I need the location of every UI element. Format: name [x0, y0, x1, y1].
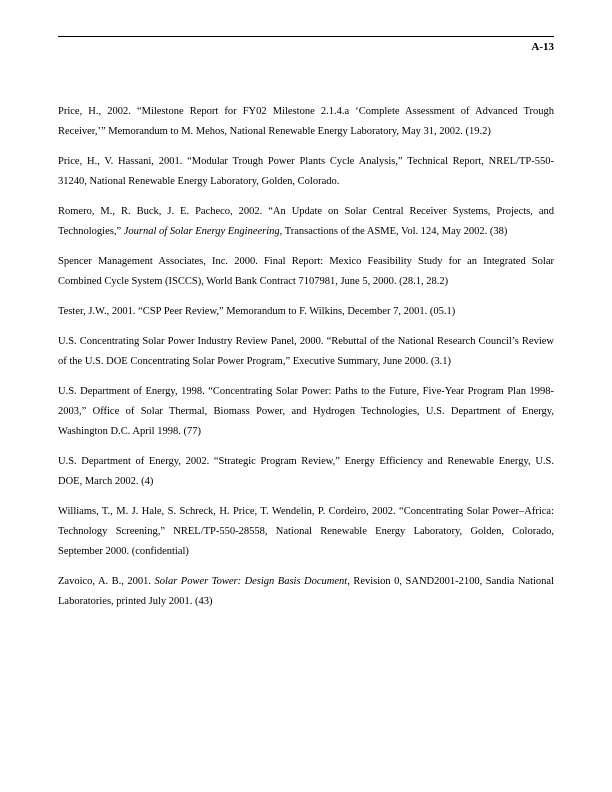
reference-list: [58, 102, 554, 622]
reference-text: Tester, J.W., 2001. “CSP Peer Review,” Memorandum to F. Wilkins, December 7, 2001. (05.1): [58, 306, 456, 317]
reference-tester-2001: [58, 302, 554, 322]
reference-text: Price, H., 2002. “Milestone Report for FY02 Milestone 2.1.4.a ‘Complete Assessment of Advanced Trough Receiver,’” Memorandum to M. Mehos, National Renewable Energy Laboratory, May 31, 2002. (19.2): [58, 106, 554, 137]
reference-price-hassani-2001: [58, 152, 554, 192]
reference-text: Romero, M., R. Buck, J. E. Pacheco, 2002. “An Update on Solar Central Receiver Systems, Projects, and Technologies,”: [58, 206, 554, 237]
reference-text-continued: , Revision 0, SAND2001-2100, Sandia National Laboratories, printed July 2001. (43): [58, 576, 554, 607]
reference-doe-2002: [58, 452, 554, 492]
reference-title-italic: Solar Power Tower: Design Basis Document: [154, 576, 348, 587]
reference-text: Zavoico, A. B., 2001.: [58, 576, 155, 587]
reference-text-continued: , Transactions of the ASME, Vol. 124, May 2002. (38): [279, 226, 508, 237]
page-number: A-13: [531, 41, 554, 53]
reference-text: Spencer Management Associates, Inc. 2000. Final Report: Mexico Feasibility Study for an Integrated Solar Combined Cycle System (ISCCS), World Bank Contract 7107981, June 5, 2000. (28.1, 28.2): [58, 256, 554, 287]
reference-doe-1998: [58, 382, 554, 442]
reference-text: U.S. Concentrating Solar Power Industry Review Panel, 2000. “Rebuttal of the National Research Council’s Review of the U.S. DOE Concentrating Solar Power Program,” Executive Summary, June 2000. (3.1): [58, 336, 554, 367]
reference-text: Williams, T., M. J. Hale, S. Schreck, H. Price, T. Wendelin, P. Cordeiro, 2002. “Concentrating Solar Power–Africa: Technology Screening,” NREL/TP-550-28558, National Renewable Energy Laboratory, Golden, Colorado, September 2000. (confidential): [58, 506, 554, 557]
reference-williams-2002: [58, 502, 554, 562]
reference-title-italic: Journal of Solar Energy Engineering: [123, 226, 280, 237]
reference-romero-2002: [58, 202, 554, 242]
reference-price-2002: [58, 102, 554, 142]
reference-text: U.S. Department of Energy, 1998. “Concentrating Solar Power: Paths to the Future, Five-Year Program Plan 1998-2003,” Office of Solar Thermal, Biomass Power, and Hydrogen Technologies, U.S. Department of Energy, Washington D.C. April 1998. (77): [58, 386, 554, 437]
reference-spencer-2000: [58, 252, 554, 292]
reference-zavoico-2001: [58, 572, 554, 612]
reference-text: U.S. Department of Energy, 2002. “Strategic Program Review,” Energy Efficiency and Renewable Energy, U.S. DOE, March 2002. (4): [58, 456, 554, 487]
reference-csp-panel-2000: [58, 332, 554, 372]
header-rule: [58, 36, 554, 37]
reference-text: Price, H., V. Hassani, 2001. “Modular Trough Power Plants Cycle Analysis,” Technical Report, NREL/TP-550-31240, National Renewable Energy Laboratory, Golden, Colorado.: [58, 156, 554, 187]
